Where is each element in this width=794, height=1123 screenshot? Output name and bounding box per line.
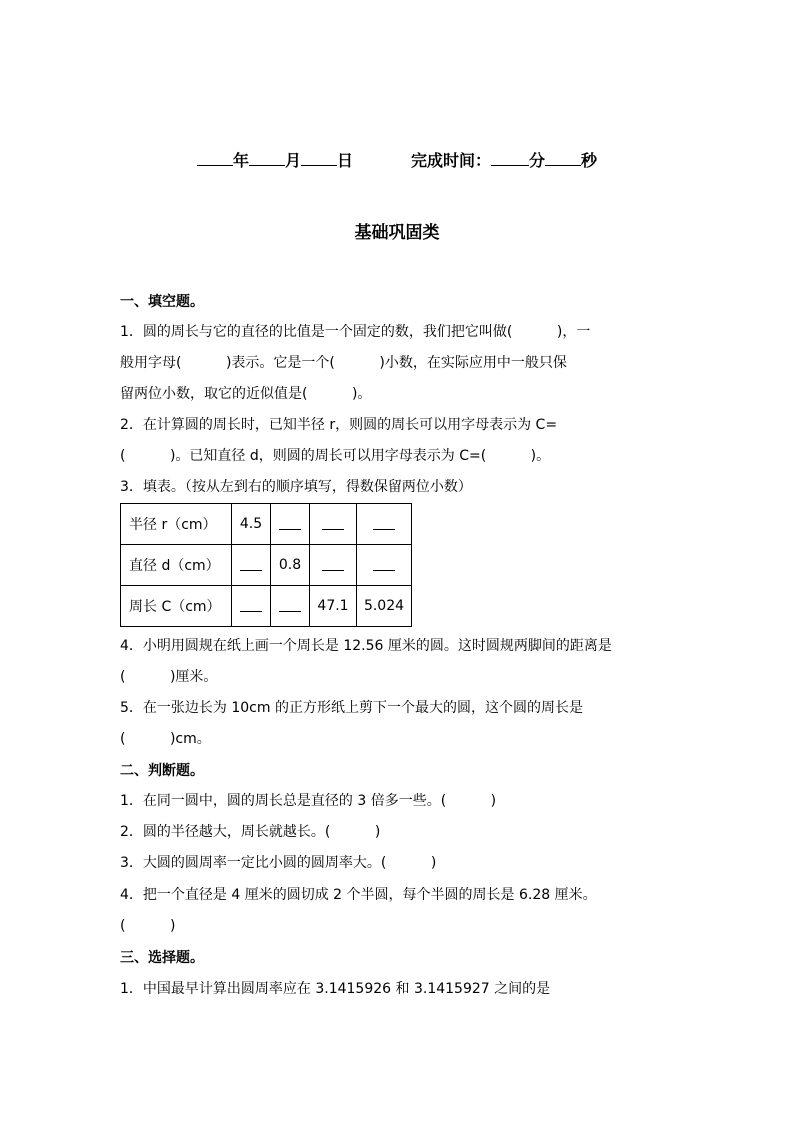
date-time-line: [0, 148, 794, 171]
judge-question-1: 1．在同一圆中，圆的周长总是直径的 3 倍多一些。( ): [120, 793, 497, 809]
judge-question-2: 2．圆的半径越大，周长就越长。( ): [120, 824, 381, 840]
judge-question-4-line-1: 4．把一个直径是 4 厘米的圆切成 2 个半圆，每个半圆的周长是 6.28 厘米。: [120, 887, 597, 903]
day-label: 日: [336, 151, 353, 170]
table-cell-blank[interactable]: [232, 586, 271, 627]
section-heading-true-false: 二、判断题。: [120, 763, 204, 779]
question-4-line-2: ( )厘米。: [120, 669, 218, 685]
table-cell: 4.5: [232, 504, 271, 545]
question-4-line-1: 4．小明用圆规在纸上画一个周长是 12.56 厘米的圆。这时圆规两脚间的距离是: [120, 638, 612, 654]
question-1-line-3: 留两位小数，取它的近似值是( )。: [120, 386, 372, 402]
year-label: 年: [232, 151, 249, 170]
row-label-circumference: 周长 C（cm）: [121, 586, 232, 627]
row-label-radius: 半径 r（cm）: [121, 504, 232, 545]
month-blank[interactable]: [249, 150, 285, 166]
table-cell-blank[interactable]: [310, 545, 357, 586]
table-cell-blank[interactable]: [271, 586, 310, 627]
table-row: [121, 545, 412, 586]
choice-question-1: 1．中国最早计算出圆周率应在 3.1415926 和 3.1415927 之间的是: [120, 981, 551, 997]
table-cell-blank[interactable]: [310, 504, 357, 545]
section-heading-fill-in: 一、填空题。: [120, 294, 204, 310]
day-blank[interactable]: [301, 150, 337, 166]
row-label-diameter: 直径 d（cm）: [121, 545, 232, 586]
question-2-line-1: 2．在计算圆的周长时，已知半径 r，则圆的周长可以用字母表示为 C=: [120, 417, 558, 433]
judge-question-4-line-2: ( ): [120, 918, 176, 934]
table-cell: 47.1: [310, 586, 357, 627]
question-3-line: 3．填表。（按从左到右的顺序填写，得数保留两位小数）: [120, 479, 472, 495]
completion-time-label: 完成时间：: [411, 151, 492, 170]
judge-question-3: 3．大圆的圆周率一定比小圆的圆周率大。( ): [120, 855, 437, 871]
second-blank[interactable]: [545, 150, 581, 166]
table-row: [121, 504, 412, 545]
minute-label: 分: [529, 151, 546, 170]
table-cell-blank[interactable]: [357, 504, 412, 545]
table-cell: 5.024: [357, 586, 412, 627]
month-label: 月: [284, 151, 301, 170]
page-title: 基础巩固类: [354, 223, 440, 243]
question-5-line-2: ( )cm。: [120, 731, 211, 747]
circle-data-table: [120, 503, 412, 627]
table-row: [121, 586, 412, 627]
table-cell-blank[interactable]: [357, 545, 412, 586]
table-cell: 0.8: [271, 545, 310, 586]
year-blank[interactable]: [197, 150, 233, 166]
section-heading-multiple-choice: 三、选择题。: [120, 950, 204, 966]
question-1-line-1: 1．圆的周长与它的直径的比值是一个固定的数，我们把它叫做( )，一: [120, 324, 591, 340]
question-2-line-2: ( )。已知直径 d，则圆的周长可以用字母表示为 C=( )。: [120, 448, 551, 464]
question-1-line-2: 般用字母( )表示。它是一个( )小数，在实际应用中一般只保: [120, 355, 567, 371]
question-5-line-1: 5．在一张边长为 10cm 的正方形纸上剪下一个最大的圆，这个圆的周长是: [120, 700, 583, 716]
minute-blank[interactable]: [491, 150, 529, 166]
second-label: 秒: [581, 151, 598, 170]
table-cell-blank[interactable]: [232, 545, 271, 586]
table-cell-blank[interactable]: [271, 504, 310, 545]
